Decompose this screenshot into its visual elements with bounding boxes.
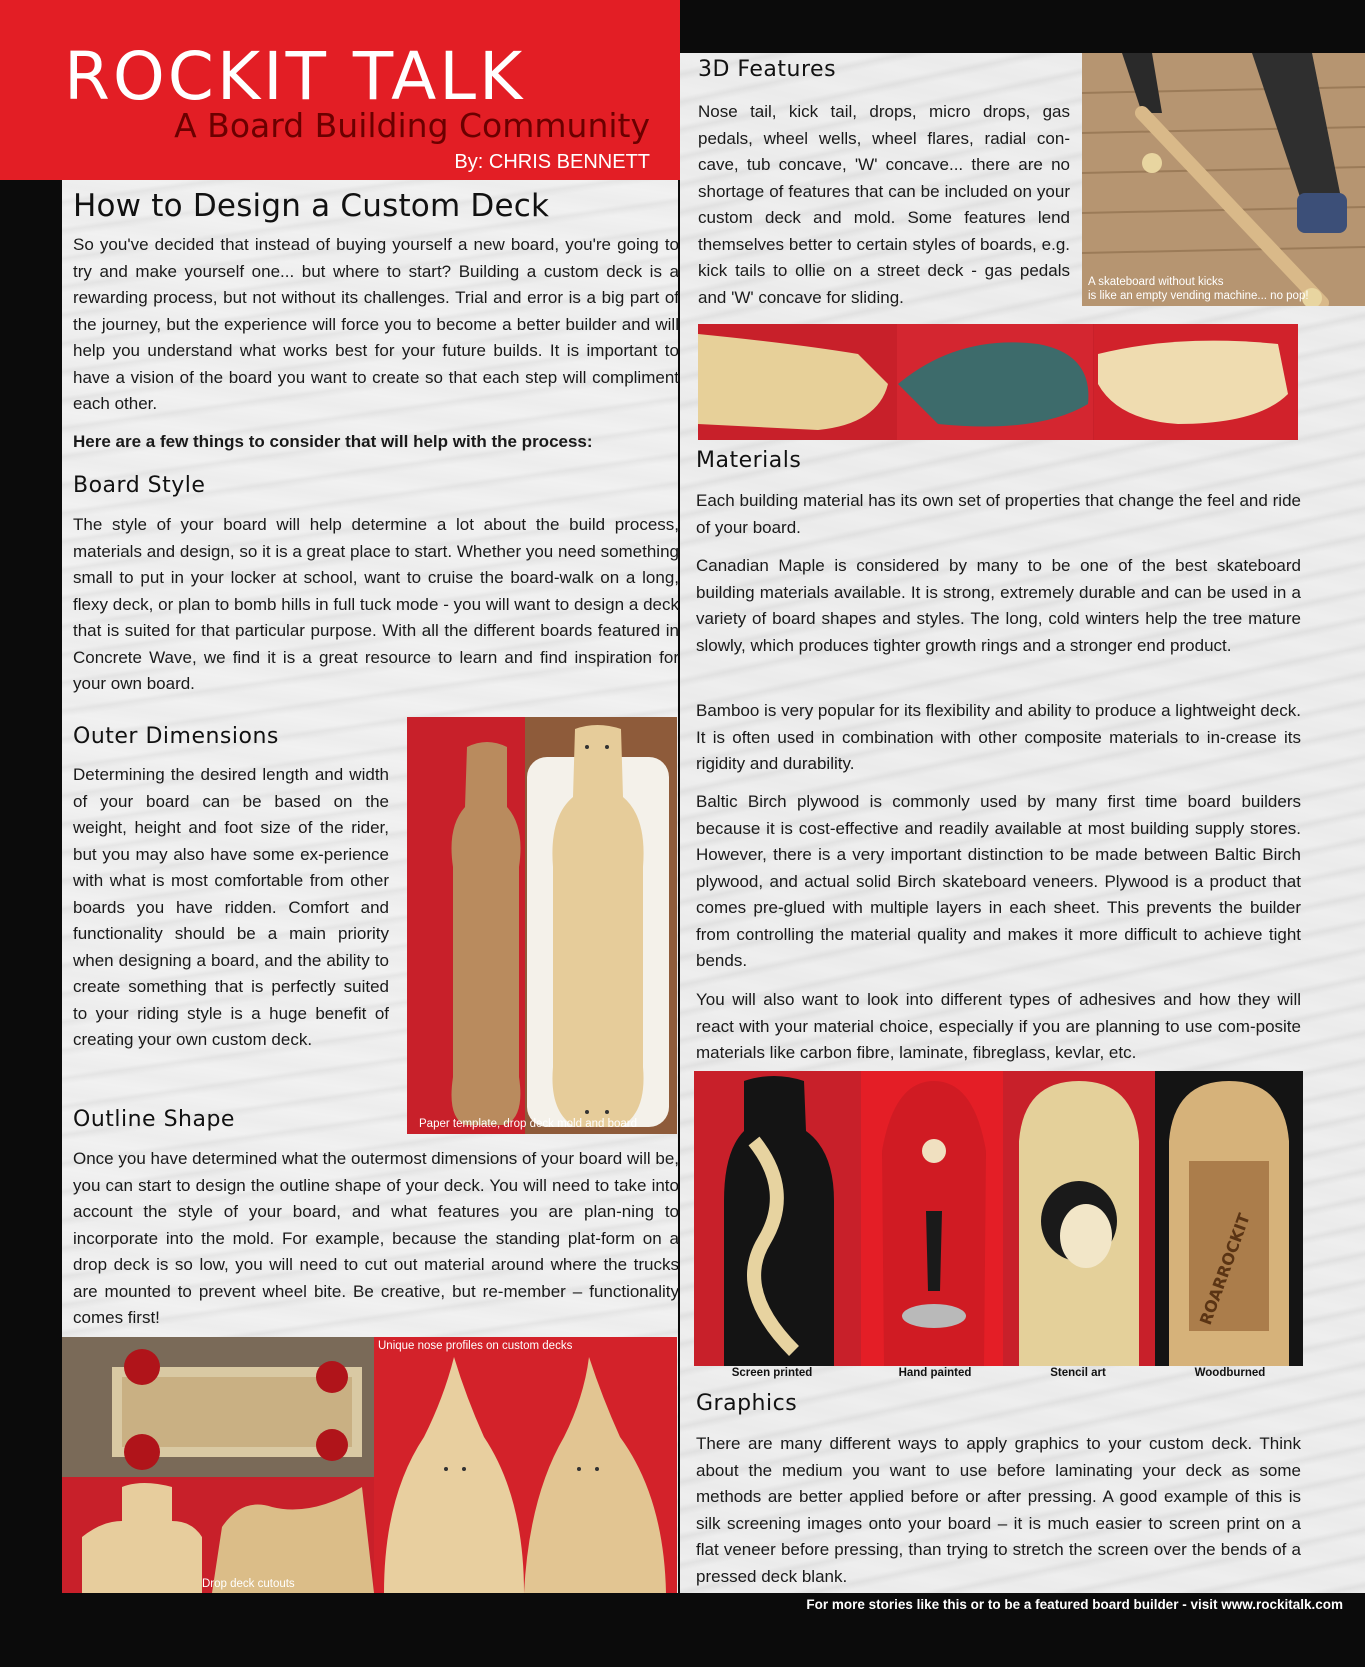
materials-paragraph-5: You will also want to look into different types of adhesives and how they will react with your material choice, especially if you are planning to use com-posite materials like carbon fibre, laminate, fibreglass, kevlar, etc. <box>696 990 1301 1062</box>
outline-shape-heading: Outline Shape <box>73 1107 235 1132</box>
template-mold-board-illustration <box>407 717 677 1134</box>
longboard-in-mold-photo <box>62 1337 374 1477</box>
byline: By: CHRIS BENNETT <box>454 151 650 173</box>
graphics-heading: Graphics <box>696 1391 798 1416</box>
skater-illustration <box>1082 53 1365 306</box>
outer-dimensions-paragraph: Determining the desired length and width of your board can be based on the weight, height and foot size of the rider, but you may also have some ex-perience with what is most comfortable from other boards you have ridden. Comfort and functionality should be a main priority when designing a board, and the ability to create something that is perfectly suited to your riding style is a huge benefit of creating your own custom deck. <box>73 765 389 1049</box>
skater-caption-line-1: A skateboard without kicks <box>1088 276 1224 288</box>
materials-heading: Materials <box>696 448 802 473</box>
outer-dimensions-heading: Outer Dimensions <box>73 724 279 749</box>
nose-profiles-caption: Unique nose profiles on custom decks <box>378 1340 573 1352</box>
template-mold-board-photo <box>407 717 677 1134</box>
drop-deck-cutouts-photo <box>62 1477 374 1593</box>
caption-woodburned: Woodburned <box>1194 1367 1266 1379</box>
materials-paragraph-1: Each building material has its own set of properties that change the feel and ride of your board. <box>696 491 1301 537</box>
outline-shape-paragraph: Once you have determined what the outermost dimensions of your board will be, you can start to design the outline shape of your deck. You will need to take into account the style of your board, and what features you are plan-ning to incorporate into the mold. For example, because the standing plat-form on a drop deck is so low, you will need to cut out material around where the trucks are mounted to prevent wheel bite. Be creative, but re-member – functionality comes first! <box>73 1149 679 1327</box>
materials-paragraph-4: Baltic Birch plywood is commonly used by many first time board builders because it is cost-effective and readily available at most building supply stores. However, there is a very important distinction to be made between Baltic Birch plywood, and actual solid Birch skateboard veneers. Plywood is a product that comes pre-glued with multiple layers in each sheet. This prevents the builder from controlling the material quality and makes it more difficult to achieve tight bends. <box>696 792 1301 970</box>
materials-paragraph-3: Bamboo is very popular for its flexibility and ability to produce a lightweight deck. It is often used in combination with other composite materials to in-crease its rigidity and durability. <box>696 701 1301 773</box>
3d-features-paragraph: Nose tail, kick tail, drops, micro drops, gas pedals, wheel wells, wheel flares, radial con-cave, tub concave, 'W' concave... there are no shortage of features that can be included on your custom deck and mold. Some features lend themselves better to certain styles of boards, e.g. kick tails to ollie on a street deck - gas pedals and 'W' concave for sliding. <box>698 102 1070 307</box>
deck-features-photo-strip <box>698 324 1298 440</box>
deck-graphics-illustration <box>694 1071 1303 1366</box>
nose-profiles-illustration <box>374 1337 677 1593</box>
masthead-title: ROCKIT TALK <box>64 38 526 115</box>
template-photo-caption: Paper template, drop deck mold and board <box>419 1118 637 1130</box>
masthead-subtitle: A Board Building Community <box>174 106 650 145</box>
graphics-paragraph: There are many different ways to apply graphics to your custom deck. Think about the medium you want to use before laminating your deck as some methods are better applied before or after pressing. A good example of this is silk screening images onto your board – it is much easier to screen print on a flat veneer before pressing, than trying to stretch the screen over the bends of a pressed deck blank. <box>696 1434 1301 1586</box>
lead-paragraph: Here are a few things to consider that will help with the process: <box>73 432 593 451</box>
caption-screen-printed: Screen printed <box>731 1367 813 1379</box>
deck-features-illustration <box>698 324 1298 440</box>
drop-deck-caption: Drop deck cutouts <box>202 1578 295 1590</box>
caption-hand-painted: Hand painted <box>898 1367 972 1379</box>
caption-stencil-art: Stencil art <box>1050 1367 1106 1379</box>
board-style-heading: Board Style <box>73 473 206 498</box>
nose-profiles-photo <box>374 1337 677 1593</box>
skater-caption-line-2: is like an empty vending machine... no pop! <box>1088 290 1309 302</box>
footer-website-link[interactable]: For more stories like this or to be a featured board builder - visit www.rockitalk.com <box>806 1597 1343 1612</box>
masthead <box>0 0 680 180</box>
deck-graphics-photo <box>694 1071 1303 1366</box>
article-title: How to Design a Custom Deck <box>73 188 550 224</box>
materials-paragraph-2: Canadian Maple is considered by many to be one of the best skateboard building materials available. It is strong, extremely durable and can be used in a variety of board shapes and styles. The long, cold winters help the tree mature slowly, which produces tighter growth rings and a stronger end product. <box>696 556 1301 655</box>
3d-features-heading: 3D Features <box>698 57 837 82</box>
woodburned-logo-text: ROARROCKIT <box>1195 1210 1254 1328</box>
board-style-paragraph: The style of your board will help determine a lot about the build process, materials and design, so it is a great place to start. Whether you need something small to put in your locker at school, want to cruise the board-walk on a long, flexy deck, or plan to bomb hills in full tuck mode - you will want to design a deck that is suited for that particular purpose. With all the different boards featured in Concrete Wave, we find it is a great resource to learn and find inspiration for your own board. <box>73 515 679 693</box>
intro-paragraph: So you've decided that instead of buying yourself a new board, you're going to try and make yourself one... but where to start? Building a custom deck is a rewarding process, but not without its challenges. Trial and error is a big part of the journey, but the experience will force you to become a better builder and will help you understand what works best for your future builds. It is important to have a vision of the board you want to create so that each step will compliment each other. <box>73 235 679 413</box>
drop-deck-cutouts-illustration <box>62 1477 374 1593</box>
skater-photo <box>1082 53 1365 306</box>
longboard-in-mold-illustration <box>62 1337 374 1477</box>
